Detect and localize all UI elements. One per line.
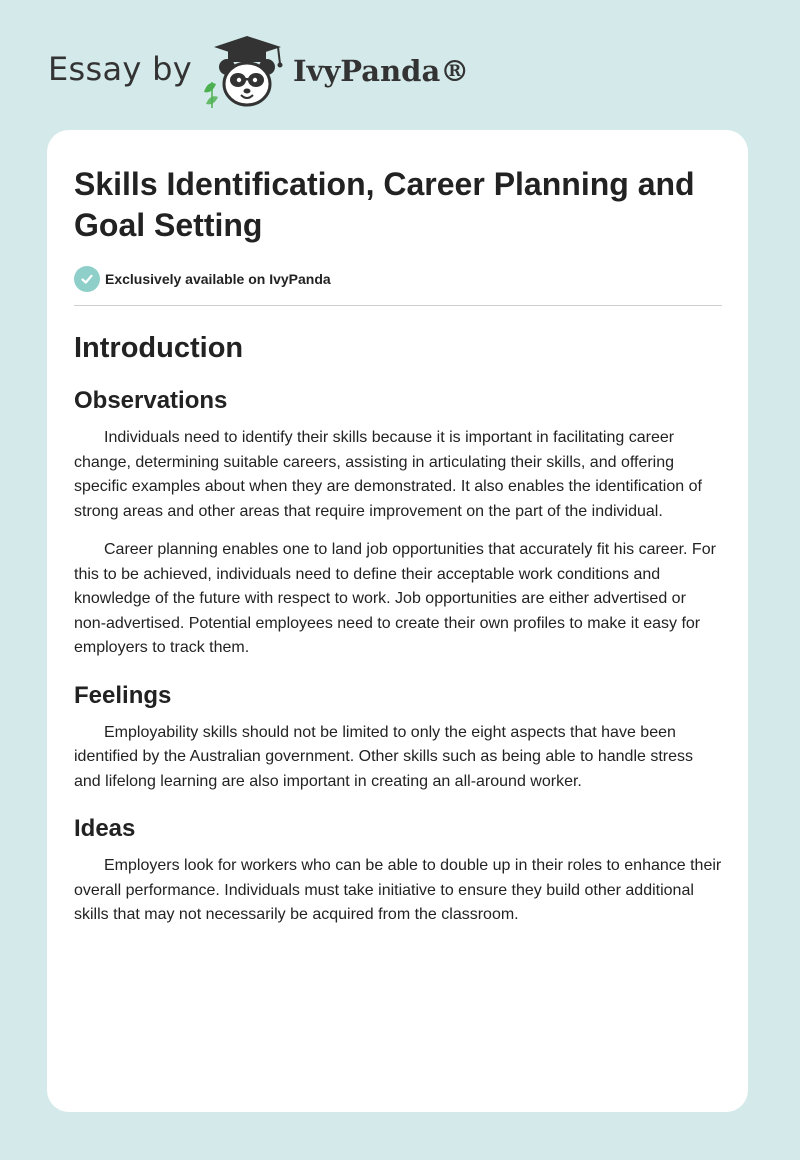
panda-graduate-icon[interactable]: [200, 34, 294, 110]
subsection-heading-feelings: Feelings: [74, 681, 172, 709]
paragraph: Employability skills should not be limited to only the eight aspects that have been identified by the Australian government. Other skills such as being able to handle stress and lifelong learning are also important in creating an all-around worker.: [74, 723, 694, 790]
essay-by-label: Essay by: [48, 50, 192, 88]
check-circle-icon: [74, 266, 100, 292]
exclusive-badge: [74, 266, 722, 306]
brand-name[interactable]: IvyPanda®: [293, 54, 470, 88]
essay-content: [74, 164, 722, 928]
site-header: [48, 30, 548, 110]
section-heading-introduction: Introduction: [74, 332, 244, 364]
essay-card: [47, 130, 748, 1112]
paragraph: Career planning enables one to land job opportunities that accurately fit his career. For this to be achieved, individuals need to define their acceptable work conditions and knowledge of the future with respect to work. Job opportunities are either advertised or non-advertised. Potential employees need to create their own profiles to make it easy for employers to track them.: [74, 541, 716, 656]
subsection-heading-ideas: Ideas: [74, 815, 136, 842]
paragraph: Individuals need to identify their skills because it is important in facilitating career change, determining suitable careers, assisting in articulating their skills, and offering specific examples about when they are demonstrated. It also enables the identification of strong areas and other areas that require improvement on the part of the individual.: [74, 429, 702, 520]
paragraph: Employers look for workers who can be able to double up in their roles to enhance their overall performance. Individuals must take initiative to ensure they build other additional skills that may not necessarily be acquired from the classroom.: [74, 857, 722, 923]
subsection-heading-observations: Observations: [74, 387, 228, 414]
essay-title: Skills Identification, Career Planning and Goal Setting: [74, 166, 695, 243]
exclusive-text: Exclusively available on IvyPanda: [105, 271, 331, 287]
